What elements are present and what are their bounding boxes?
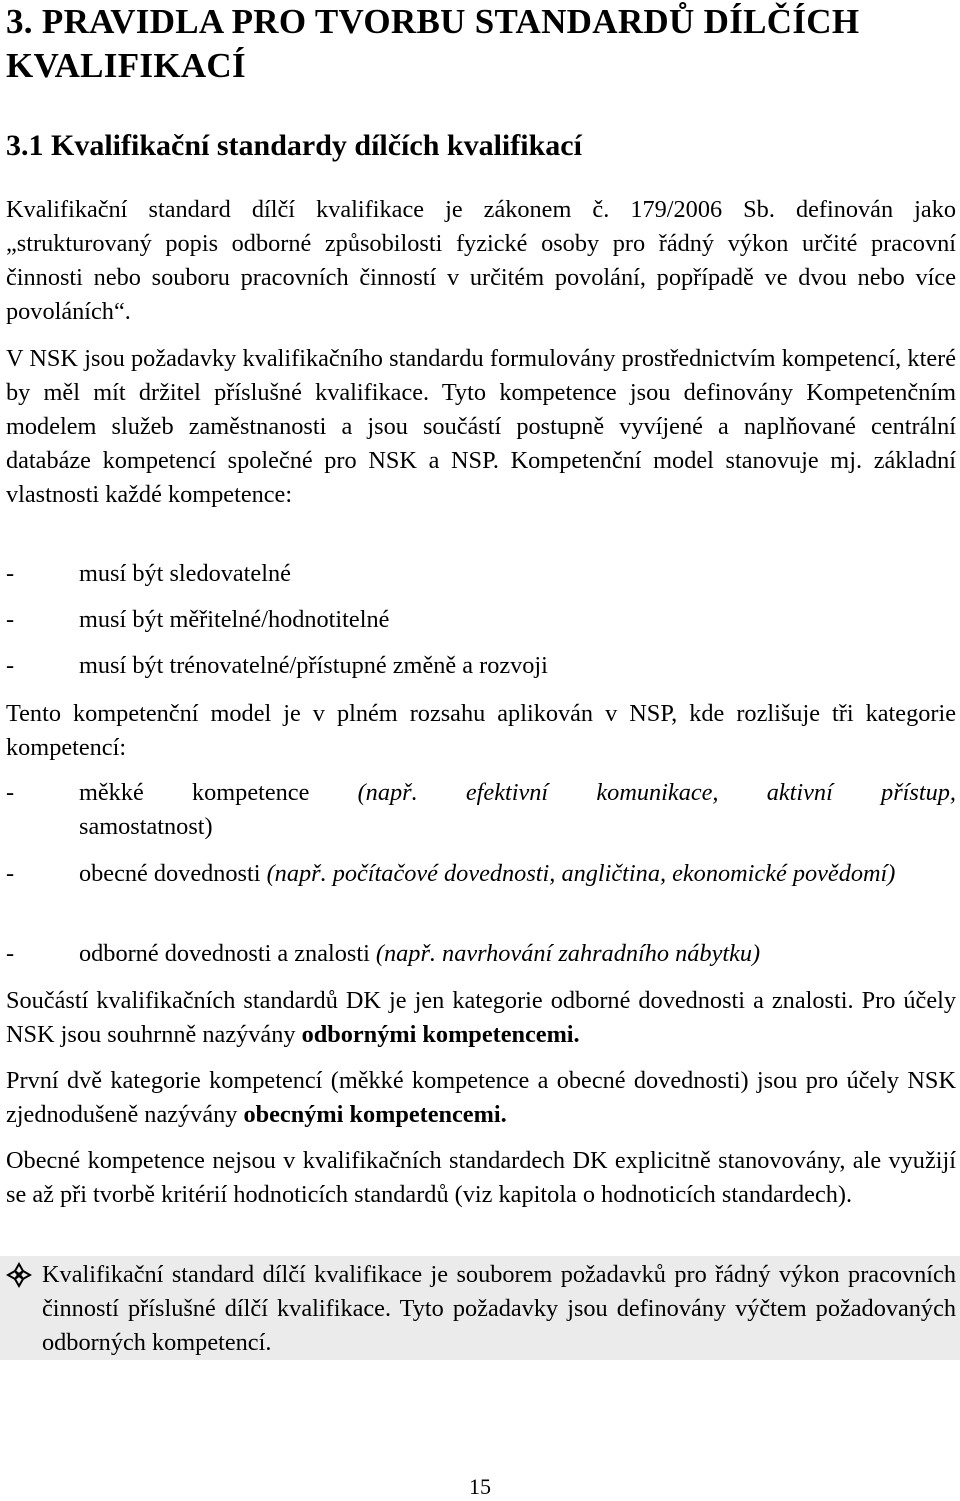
diamond-bullet-icon <box>6 1262 32 1288</box>
paragraph-general-competences <box>6 1064 956 1132</box>
dash-bullet: - <box>6 779 15 806</box>
paragraph-general-usage: Obecné kompetence nejsou v kvalifikačních standardech DK explicitně stanovovány, ale využijí se až při tvorbě kritérií hodnoticích standardů (viz kapitola o hodnoticích standardech). <box>6 1147 956 1208</box>
chapter-heading: 3. PRAVIDLA PRO TVORBU STANDARDŮ DÍLČÍCH KVALIFIKACÍ <box>6 2 860 85</box>
list-item-normal: odborné dovednosti a znalosti <box>79 940 376 967</box>
dash-bullet: - <box>6 652 15 679</box>
list-item-example: (např. navrhování zahradního nábytku) <box>375 940 761 967</box>
section-heading: 3.1 Kvalifikační standardy dílčích kvalifikací <box>6 129 582 162</box>
dash-bullet: - <box>6 940 15 967</box>
dash-bullet: - <box>6 606 15 633</box>
term-bold: obecnými kompetencemi. <box>243 1101 507 1128</box>
list-item-text <box>79 776 956 810</box>
dash-bullet: - <box>6 860 15 887</box>
list-item-example: (např. efektivní komunikace, aktivní přístup, <box>357 779 956 806</box>
paragraph-text: Součástí kvalifikačních standardů DK je jen kategorie odborné dovednosti a znalosti. Pro účely NSK jsou souhrnně nazývány <box>6 987 956 1048</box>
list-item-normal: obecné dovednosti <box>79 860 267 887</box>
list-item-text: musí být sledovatelné <box>79 560 291 587</box>
list-item-normal: měkké kompetence <box>79 779 358 806</box>
term-bold: odbornými kompetencemi. <box>301 1021 580 1048</box>
paragraph-definition: Kvalifikační standard dílčí kvalifikace je zákonem č. 179/2006 Sb. definován jako „strukturovaný popis odborné způsobilosti fyzické osoby pro řádný výkon určité pracovní činnosti nebo souboru pracovních činností v určitém povolání, popřípadě ve dvou nebo více povoláních“. <box>6 196 956 325</box>
dash-bullet: - <box>6 560 15 587</box>
list-item-continuation: samostatnost) <box>79 813 213 840</box>
list-item-text: musí být trénovatelné/přístupné změně a rozvoji <box>79 652 548 679</box>
list-item-example: (např. počítačové dovednosti, angličtina, ekonomické povědomí) <box>266 860 896 887</box>
paragraph-nsk-competences: V NSK jsou požadavky kvalifikačního standardu formulovány prostřednictvím kompetencí, které by měl mít držitel příslušné kvalifikace. Tyto kompetence jsou definovány Kompetenčním modelem služeb zaměstnanosti a jsou součástí postupně vyvíjené a naplňované centrální databáze kompetencí společné pro NSK a NSP. Kompetenční model stanovuje mj. základní vlastnosti každé kompetence: <box>6 345 956 508</box>
paragraph-competence-model: Tento kompetenční model je v plném rozsahu aplikován v NSP, kde rozlišuje tři kategorie kompetencí: <box>6 700 956 761</box>
list-item-text <box>79 857 956 891</box>
page-number: 15 <box>469 1474 491 1499</box>
list-item-text <box>79 937 956 971</box>
paragraph-professional-competences <box>6 984 956 1052</box>
list-item-text: musí být měřitelné/hodnotitelné <box>79 606 390 633</box>
summary-note-text: Kvalifikační standard dílčí kvalifikace je souborem požadavků pro řádný výkon pracovních činností příslušné dílčí kvalifikace. Tyto požadavky jsou definovány výčtem požadovaných odborných kompetencí. <box>42 1261 956 1356</box>
paragraph-text: První dvě kategorie kompetencí (měkké kompetence a obecné dovednosti) jsou pro účely NSK zjednodušeně nazývány <box>6 1067 956 1128</box>
